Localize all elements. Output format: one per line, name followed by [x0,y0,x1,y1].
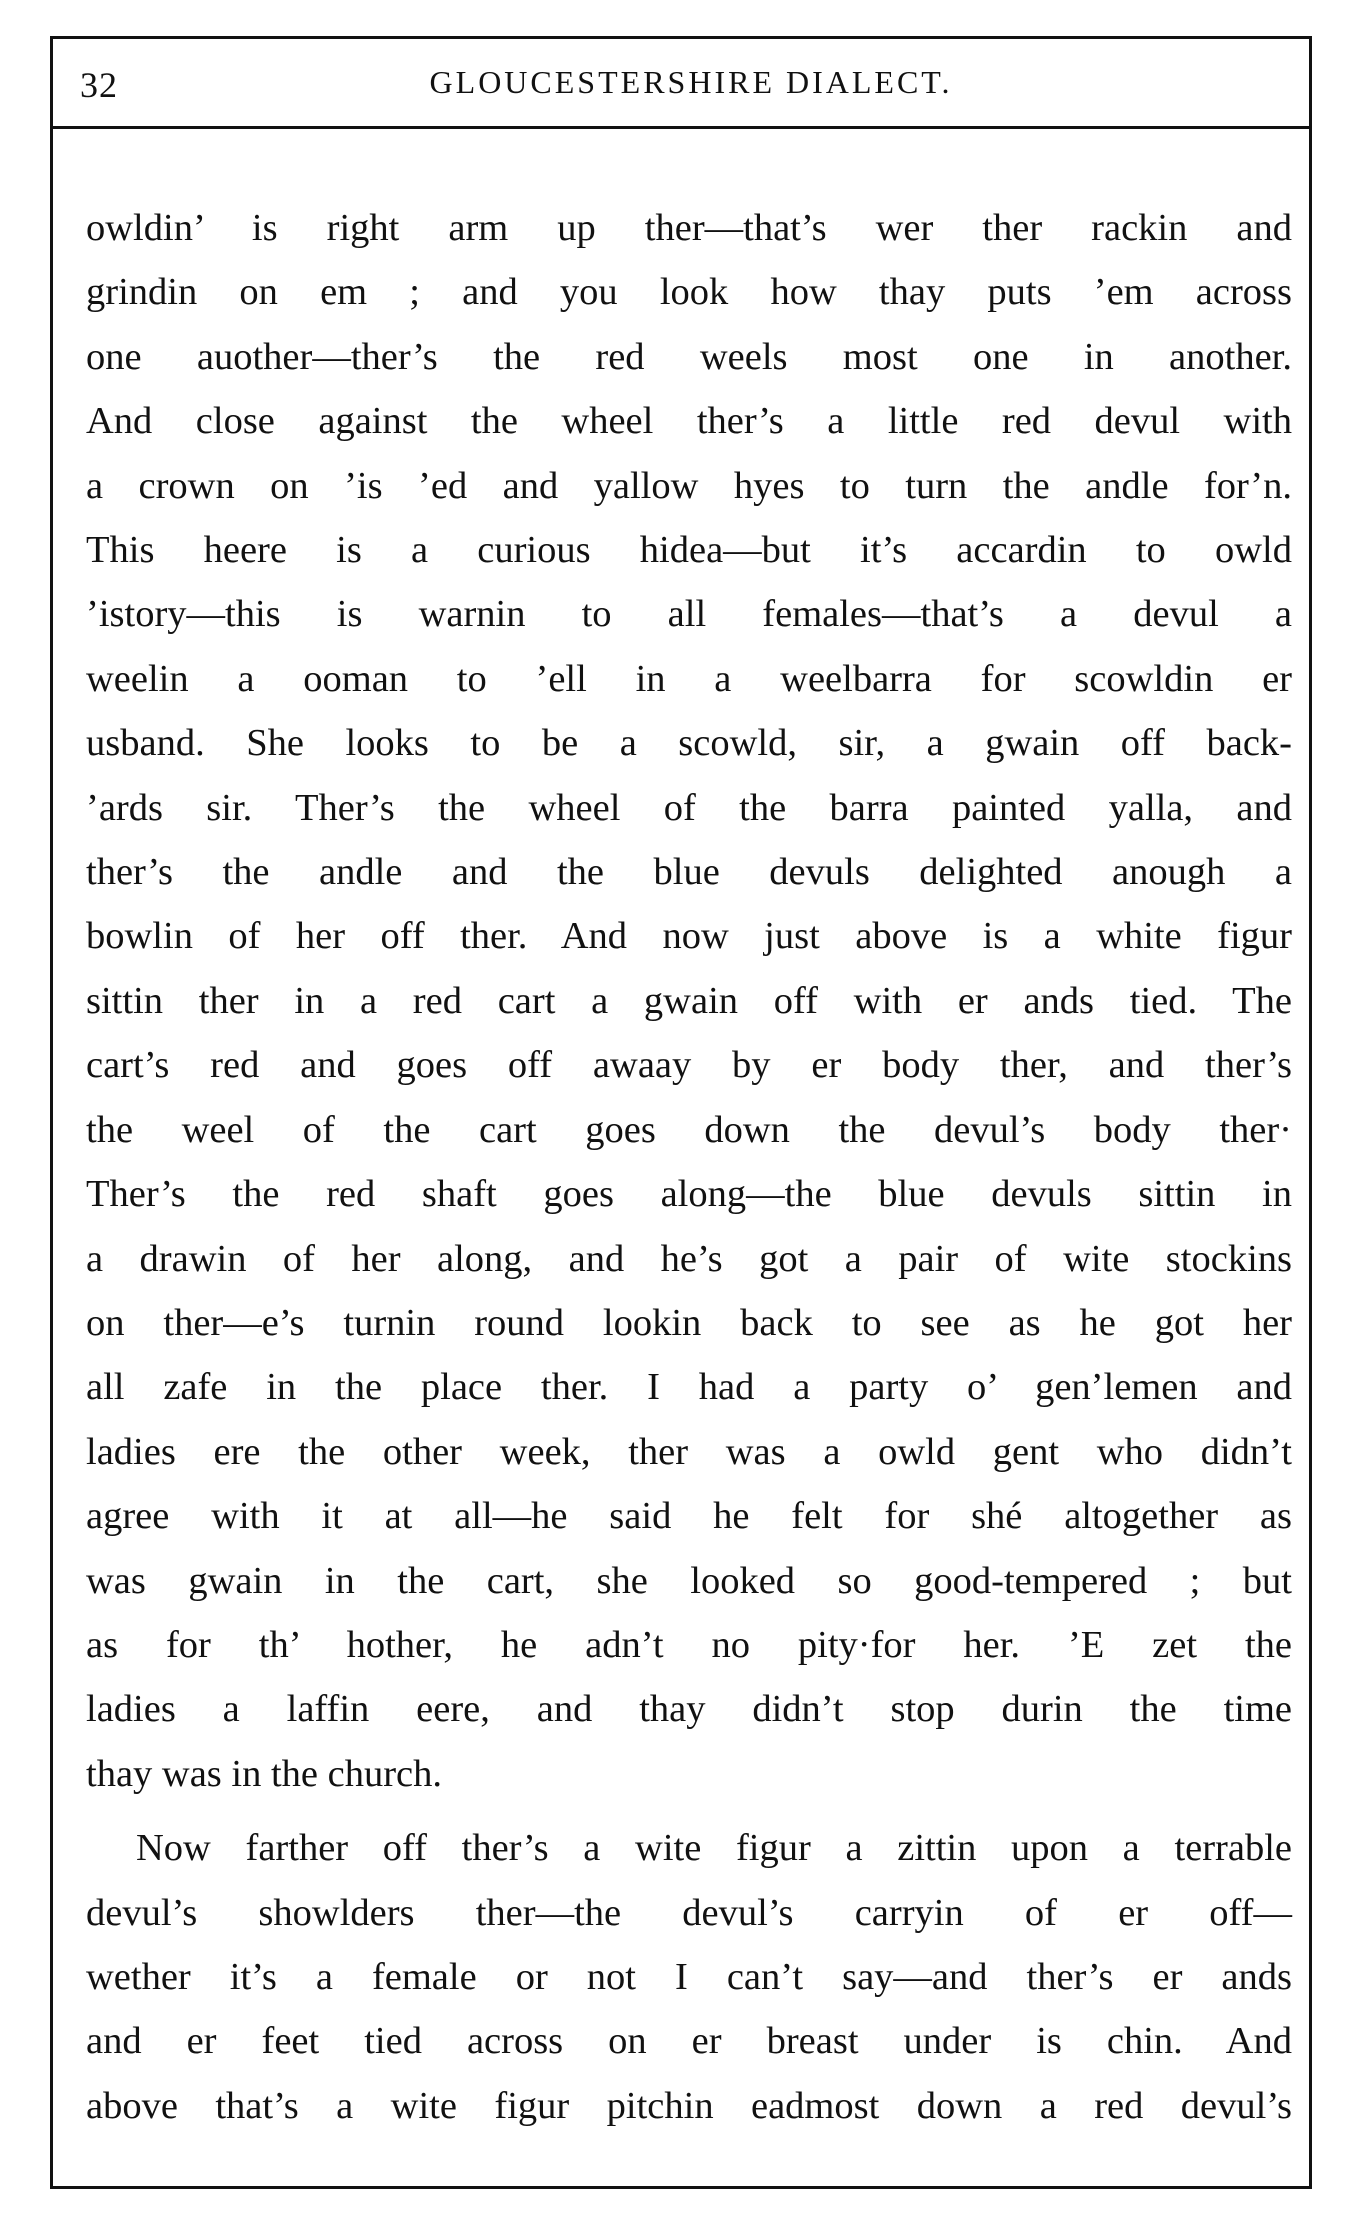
text-line: And close against the wheel ther’s a little red devul with [86,400,1292,443]
text-line: and er feet tied across on er breast under is chin. And [86,2020,1292,2063]
page-number: 32 [80,65,118,105]
text-line: was gwain in the cart, she looked so good-tempered ; but [86,1559,1292,1602]
paragraph [86,196,1292,1806]
text-line: thay was in the church. [86,1752,443,1795]
header-rule [50,126,1312,129]
text-line: the weel of the cart goes down the devul’s body ther· [86,1108,1292,1151]
text-line: one auother—ther’s the red weels most one in another. [86,335,1292,378]
text-line: ladies a laffin eere, and thay didn’t stop durin the time [86,1688,1292,1731]
text-line: devul’s showlders ther—the devul’s carryin of er off— [86,1891,1292,1934]
text-line: on ther—e’s turnin round lookin back to see as he got her [86,1301,1292,1344]
text-line: ther’s the andle and the blue devuls delighted anough a [86,851,1292,894]
text-line: This heere is a curious hidea—but it’s accardin to owld [86,529,1292,572]
text-line: all zafe in the place ther. I had a party o’ gen’lemen and [86,1366,1292,1409]
text-line: wether it’s a female or not I can’t say—and ther’s er ands [86,1955,1292,1998]
text-line: a crown on ’is ’ed and yallow hyes to turn the andle for’n. [86,464,1292,507]
text-line: agree with it at all—he said he felt for shé altogether as [86,1495,1292,1538]
text-line: Now farther off ther’s a wite figur a zittin upon a terrable [136,1827,1292,1870]
body-text [86,196,1292,2138]
paragraph [86,1816,1292,2138]
text-line: weelin a ooman to ’ell in a weelbarra for scowldin er [86,657,1292,700]
text-line: usband. She looks to be a scowld, sir, a gwain off back- [86,722,1292,765]
text-line: above that’s a wite figur pitchin eadmost down a red devul’s [86,2084,1292,2127]
text-line: as for th’ hother, he adn’t no pity·for her. ’E zet the [86,1623,1292,1666]
text-line: ladies ere the other week, ther was a owld gent who didn’t [86,1430,1292,1473]
text-line: bowlin of her off ther. And now just above is a white figur [86,915,1292,958]
text-line: cart’s red and goes off awaay by er body ther, and ther’s [86,1044,1292,1087]
text-line: ’istory—this is warnin to all females—that’s a devul a [86,593,1292,636]
text-line: ’ards sir. Ther’s the wheel of the barra painted yalla, and [86,786,1292,829]
text-line: sittin ther in a red cart a gwain off with er ands tied. The [86,979,1292,1022]
text-line: a drawin of her along, and he’s got a pair of wite stockins [86,1237,1292,1280]
text-line: Ther’s the red shaft goes along—the blue devuls sittin in [86,1173,1292,1216]
text-line: grindin on em ; and you look how thay puts ’em across [86,271,1292,314]
text-line: owldin’ is right arm up ther—that’s wer ther rackin and [86,207,1292,249]
page-header [80,64,1302,114]
running-title: GLOUCESTERSHIRE DIALECT. [429,64,953,100]
